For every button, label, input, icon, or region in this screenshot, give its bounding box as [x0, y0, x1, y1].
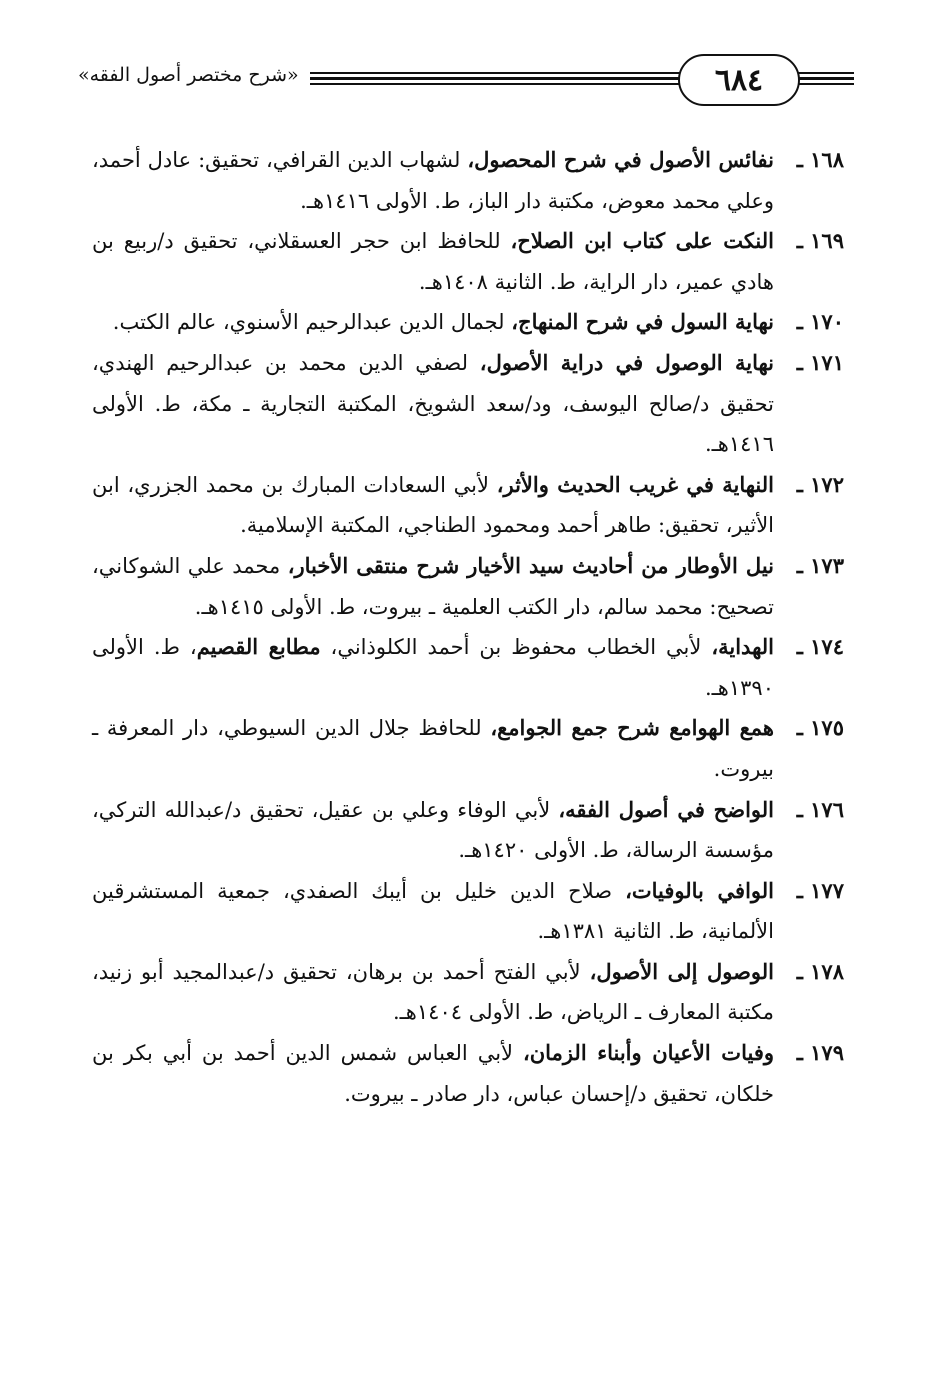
- bibliography-entry: [92, 871, 844, 952]
- entry-details: محمد علي الشوكاني، تصحيح: محمد سالم، دار الكتب العلمية ـ بيروت، ط. الأولى ١٤١٥هـ.: [92, 553, 774, 619]
- entry-title: النهاية في غريب الحديث والأثر،: [496, 471, 774, 497]
- bibliography-entry: [92, 465, 844, 546]
- bibliography-entry: [92, 140, 844, 221]
- bibliography-entry: [92, 627, 844, 708]
- entry-details: لأبي الخطاب محفوظ بن أحمد الكلوذاني،: [320, 635, 712, 660]
- bibliography-entry: [92, 221, 844, 302]
- entry-details: لأبي الفتح أحمد بن برهان، تحقيق د/عبدالمجيد أبو زنيد، مكتبة المعارف ـ الرياض، ط. الأولى ١٤٠٤هـ.: [92, 959, 774, 1025]
- bibliography-entry: [92, 952, 844, 1033]
- entry-number: ١٧٦ ـ: [796, 796, 844, 822]
- entry-number: ١٧٤ ـ: [796, 634, 844, 660]
- entry-title: نيل الأوطار من أحاديث سيد الأخيار شرح منتقى الأخبار،: [287, 552, 774, 578]
- entry-number: ١٦٩ ـ: [796, 228, 844, 254]
- bibliography-entry: [92, 1033, 844, 1114]
- entry-title: النكت على كتاب ابن الصلاح،: [510, 228, 774, 254]
- bibliography-entry: [92, 790, 844, 871]
- entry-number: ١٧١ ـ: [796, 349, 844, 375]
- entry-number: ١٧٧ ـ: [796, 877, 844, 903]
- entry-details-end: ، ط. الأولى ١٣٩٠هـ.: [92, 635, 774, 700]
- entry-title: همع الهوامع شرح جمع الجوامع،: [490, 715, 774, 741]
- entry-number: ١٧٣ ـ: [796, 552, 844, 578]
- entry-title: الواضح في أصول الفقه،: [558, 796, 774, 822]
- page-header: [60, 48, 850, 112]
- bibliography-entry: [92, 546, 844, 627]
- bibliography-entry: [92, 302, 844, 343]
- entry-details: لجمال الدين عبدالرحيم الأسنوي، عالم الكتب.: [112, 310, 512, 335]
- entry-title: نهاية الوصول في دراية الأصول،: [479, 349, 774, 375]
- entry-number: ١٧٥ ـ: [796, 715, 844, 741]
- entry-details: لأبي العباس شمس الدين أحمد بن أبي بكر بن خلكان، تحقيق د/إحسان عباس، دار صادر ـ بيروت.: [92, 1041, 774, 1106]
- entry-number: ١٧٠ ـ: [796, 309, 844, 335]
- entry-number: ١٧٩ ـ: [796, 1040, 844, 1066]
- entry-title: نهاية السول في شرح المنهاج،: [511, 309, 774, 335]
- entry-details: لشهاب الدين القرافي، تحقيق: عادل أحمد، وعلي محمد معوض، مكتبة دار الباز، ط. الأولى ١٤١٦هـ.: [92, 148, 774, 213]
- entry-publisher: مطابع القصيم: [196, 634, 321, 660]
- entry-details: لأبي السعادات المبارك بن محمد الجزري، ابن الأثير، تحقيق: طاهر أحمد ومحمود الطناجي، المكتبة الإسلامية.: [92, 472, 774, 538]
- entry-title: الهداية،: [711, 634, 774, 660]
- entry-title: الوافي بالوفيات،: [625, 877, 774, 903]
- entry-title: نفائس الأصول في شرح المحصول،: [467, 147, 774, 172]
- entry-title: الوصول إلى الأصول،: [589, 958, 774, 984]
- entry-details: لصفي الدين محمد بن عبدالرحيم الهندي، تحقيق د/صالح اليوسف، ود/سعد الشويخ، المكتبة التجارية ـ مكة، ط. الأولى ١٤١٦هـ.: [92, 350, 774, 457]
- entry-number: ١٧٢ ـ: [796, 471, 844, 497]
- bibliography-entry: [92, 343, 844, 465]
- running-title: «شرح مختصر أصول الفقه»: [78, 64, 299, 86]
- bibliography-list: [92, 140, 844, 1114]
- header-rule-right: [798, 72, 854, 88]
- entry-title: وفيات الأعيان وأبناء الزمان،: [522, 1040, 774, 1066]
- entry-details: صلاح الدين خليل بن أيبك الصفدي، جمعية المستشرقين الألمانية، ط. الثانية ١٣٨١هـ.: [92, 878, 774, 944]
- bibliography-entry: [92, 708, 844, 789]
- entry-details: للحافظ جلال الدين السيوطي، دار المعرفة ـ بيروت.: [92, 716, 774, 781]
- entry-number: ١٦٨ ـ: [796, 147, 844, 172]
- page-number: ٦٨٤: [678, 54, 800, 106]
- entry-details: للحافظ ابن حجر العسقلاني، تحقيق د/ربيع بن هادي عمير، دار الراية، ط. الثانية ١٤٠٨هـ.: [92, 229, 774, 294]
- entry-details: لأبي الوفاء وعلي بن عقيل، تحقيق د/عبدالله التركي، مؤسسة الرسالة، ط. الأولى ١٤٢٠هـ.: [92, 797, 774, 863]
- entry-number: ١٧٨ ـ: [796, 958, 844, 984]
